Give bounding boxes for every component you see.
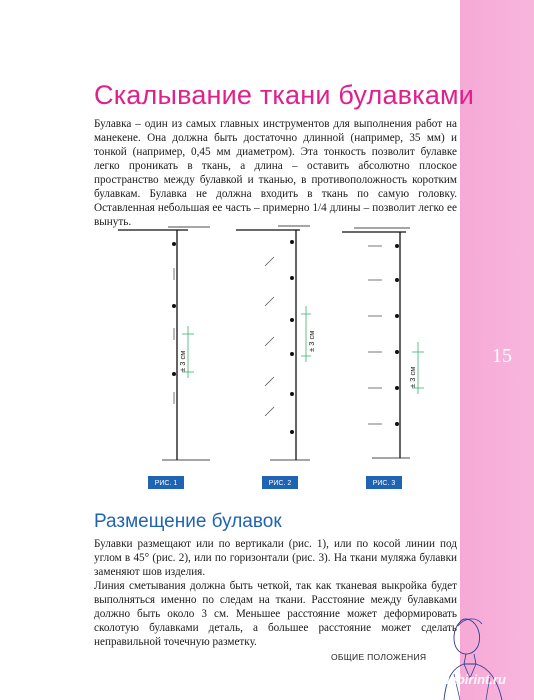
fig3-measure-label: ± 3 см [408, 366, 417, 388]
watermark: labirint.ru [446, 672, 506, 687]
fig2-measure-label: ± 3 см [307, 330, 316, 352]
figure-2-diagonal-pins [236, 226, 316, 489]
pin-placement-paragraph: Булавки размещают или по вертикали (рис. 1), или по косой линии под углом в 45° (рис. 2), или по горизонтали (рис. 3). На ткани муляжа булавки заменяют шов изделия. [94, 538, 457, 578]
fig1-label: РИС. 1 [154, 480, 178, 487]
footer-section-label: ОБЩИЕ ПОЛОЖЕНИЯ [331, 652, 427, 662]
figure-1-vertical-pins [118, 227, 210, 489]
fig3-label: РИС. 3 [372, 480, 396, 487]
fig2-label: РИС. 2 [268, 480, 292, 487]
page-number: 15 [492, 345, 512, 367]
intro-paragraph: Булавка – один из самых главных инструментов для выполнения работ на манекене. Она должна быть достаточно длинной (например, 35 мм) и тонкой (например, 0,45 мм диаметром). Эта тонкость позволит булавке легко проникать в ткань, а длина – оставить абсолютно плоское пространство между булавкой и тканью, в противоположность коротким булавкам. Булавка не должна входить в ткань по самую головку. Оставленная небольшая ее часть – примерно 1/4 длины – позволит легко ее вынуть. [94, 118, 457, 228]
basting-line-paragraph: Линия сметывания должна быть четкой, так как тканевая выкройка будет выполняться именно по следам на ткани. Расстояние между булавками должно быть около 3 см. Меньшее расстояние может деформировать сколотую булавками деталь, а большее расстояние может сделать неправильной точечную разметку. [94, 580, 457, 648]
section-title: Размещение булавок [94, 511, 282, 532]
pin-figures [110, 222, 440, 492]
fig1-measure-label: ± 3 см [178, 350, 187, 372]
figure-3-horizontal-pins [342, 228, 424, 489]
page-title: Скалывание ткани булавками [94, 80, 475, 110]
